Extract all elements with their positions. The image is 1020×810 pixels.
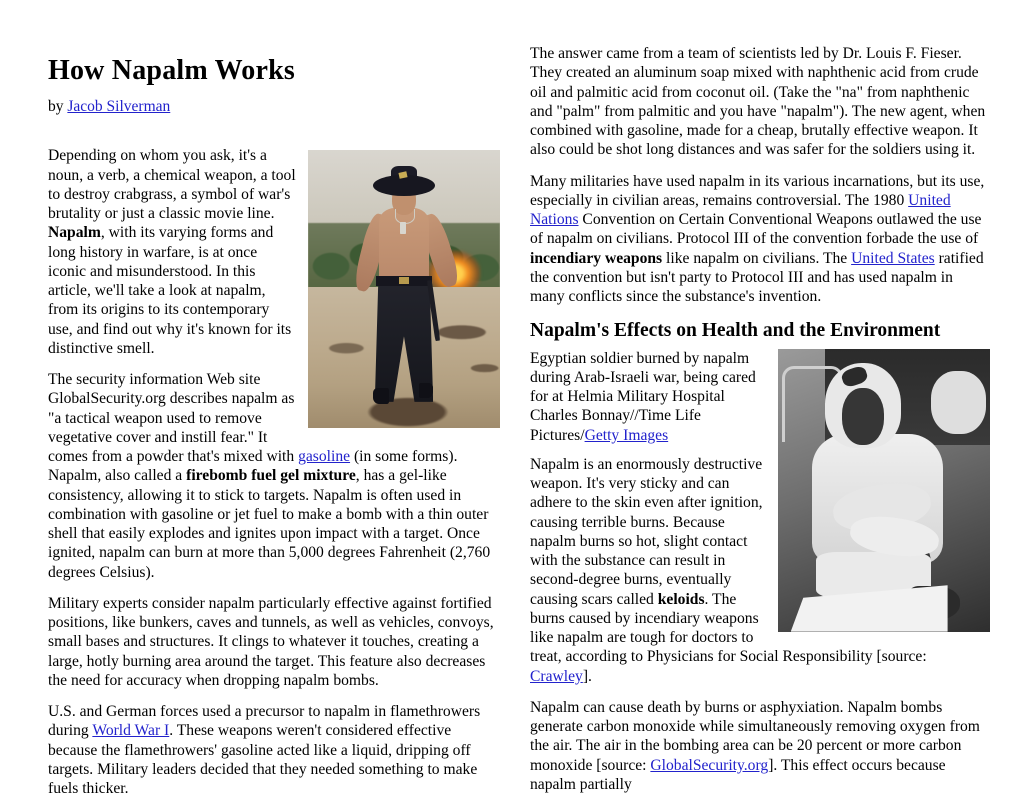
text-run: like napalm on civilians. The — [662, 249, 852, 267]
section-heading-health-environment: Napalm's Effects on Health and the Environment — [530, 320, 941, 342]
burn-victim-photo — [778, 349, 990, 632]
globalsecurity-link[interactable]: GlobalSecurity.org — [650, 756, 769, 774]
gasoline-link[interactable]: gasoline — [298, 448, 351, 466]
text-run: Many militaries have used napalm in its various incarnations, but its use, especially in civilian areas, remains controversial. The 1980 — [530, 172, 985, 209]
text-run: The answer came from a team of scientists led by Dr. Louis F. Fieser. They created an aluminum soap mixed with naphthenic acid from crude oil and palmitic acid from coconut oil. (Take the "na" from naphthenic and "palm" from palmitic and you have "napalm"). The new agent, when combined with gasoline, made for a cheap, brutally effective weapon. It also could be shot long distances and was safer for the soldiers using it. — [530, 45, 986, 159]
crawley-link[interactable]: Crawley — [530, 667, 583, 685]
paragraph-asphyxiation — [530, 698, 990, 794]
text-run: ]. This effect occurs because napalm partially — [530, 756, 946, 793]
text-run-bold: keloids — [657, 590, 705, 608]
text-run: Military experts consider napalm particularly effective against fortified positions, like bunkers, caves and tunnels, as well as vehicles, convoys, small bases and structures. It clings to whatever it touches, creating a large, hotly burning area around the target. This feature also decreases the need for accuracy when dropping napalm bombs. — [48, 594, 494, 689]
paragraph-conventions — [530, 172, 990, 307]
getty-images-link[interactable]: Getty Images — [584, 426, 669, 444]
photo-soldier-figure — [366, 175, 443, 409]
soldier-in-cavalry-hat-photo — [308, 150, 500, 428]
photo-second-patient-head — [931, 371, 986, 433]
photo-patient-face — [842, 388, 884, 445]
byline-prefix: by — [48, 97, 68, 115]
text-run: ]. — [582, 667, 592, 685]
text-run: , has a gel-like consistency, allowing it to stick to targets. Napalm is often used in combination with gasoline or jet fuel to make a bomb with a thin outer shell that easily explodes and ignites upon impact with a target. Once ignited, napalm can burn at more than 5,000 degrees Fahrenheit (2,760 degrees Celsius). — [48, 467, 491, 581]
page-title: How Napalm Works — [48, 55, 295, 86]
left-column — [48, 48, 500, 810]
united-nations-link[interactable]: United Nations — [530, 191, 951, 228]
text-run: (in some forms). Napalm, also called a — [48, 448, 458, 485]
text-run: Depending on whom you ask, it's a noun, a verb, a chemical weapon, a tool to destroy crabgrass, a symbol of war's brutality or just a classic movie line. — [48, 147, 296, 223]
paragraph-military-effectiveness — [48, 594, 500, 690]
byline — [48, 98, 500, 117]
text-run-bold: firebomb fuel gel mixture — [186, 467, 356, 485]
caption-description: Egyptian soldier burned by napalm during Arab-Israeli war, being cared for at Helmia Military Hospital — [530, 349, 756, 406]
text-run: , with its varying forms and long history in warfare, is at once iconic and misunderstood. In this article, we'll take a look at napalm, from its origins to its contemporary use, and find out why it's known for its distinctive smell. — [48, 224, 292, 357]
text-run: Napalm is an enormously destructive weapon. It's very sticky and can adhere to the skin even after ignition, causing terrible burns. Because napalm burns so hot, slight contact with the substance can result in second-degree burns, eventually causing scars called — [530, 455, 763, 608]
caption-credit: Charles Bonnay//Time Life Pictures/ — [530, 407, 701, 444]
paragraph-flamethrowers — [48, 702, 500, 798]
text-run-bold: Napalm — [48, 224, 101, 242]
author-link[interactable]: Jacob Silverman — [67, 97, 171, 115]
paragraph-fieser-invention — [530, 44, 990, 160]
world-war-one-link[interactable]: World War I — [92, 722, 170, 740]
text-run: . These weapons weren't considered effective because the flamethrowers' gasoline acted like a liquid, dripping off targets. Military leaders decided that they needed something to make fuels thicker. — [48, 722, 478, 798]
text-run: Convention on Certain Conventional Weapons outlawed the use of napalm on civilians. Protocol III of the convention forbade the use of — [530, 211, 982, 248]
text-run-bold: incendiary weapons — [530, 249, 663, 267]
text-run: The security information Web site GlobalSecurity.org describes napalm as "a tactical weapon used to remove vegetative cover and instill fear." It comes from a powder that's mixed with — [48, 371, 299, 466]
text-run: U.S. and German forces used a precursor to napalm in flamethrowers during — [48, 703, 481, 740]
text-run: . The burns caused by incendiary weapons like napalm are tough for doctors to treat, according to Physicians for Social Responsibility [source: — [530, 590, 927, 666]
text-run: Napalm can cause death by burns or asphyxiation. Napalm bombs generate carbon monoxide while simultaneously removing oxygen from the air. The air in the bombing area can be 20 percent or more carbon monoxide [source: — [530, 698, 980, 774]
right-column — [530, 44, 990, 806]
united-states-link[interactable]: United States — [851, 249, 935, 267]
text-run: ratified the convention but isn't party to Protocol III and has used napalm in many conflicts since the substance's invention. — [530, 249, 984, 305]
